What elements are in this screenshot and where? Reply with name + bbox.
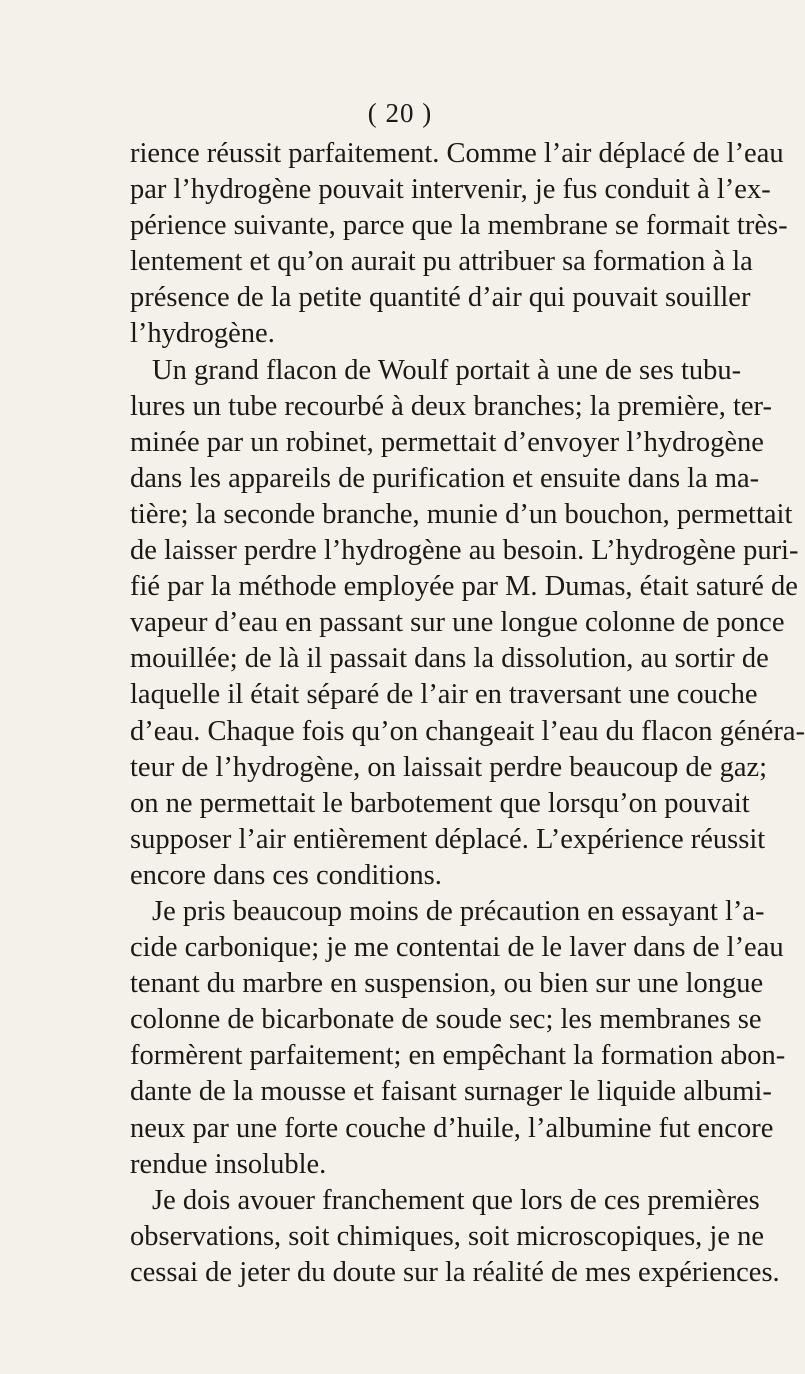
text-line: supposer l’air entièrement déplacé. L’expérience réussit — [130, 823, 766, 855]
text-line: laquelle il était séparé de l’air en traversant une couche — [130, 679, 758, 711]
text-line: par l’hydrogène pouvait intervenir, je fus conduit à l’ex- — [130, 174, 771, 206]
text-line: rience réussit parfaitement. Comme l’air déplacé de l’eau — [130, 138, 784, 169]
text-line: d’eau. Chaque fois qu’on changeait l’eau du flacon généra- — [130, 715, 805, 747]
page-number: ( 20 ) — [367, 98, 433, 128]
text-line: observations, soit chimiques, soit microscopiques, je ne — [130, 1220, 765, 1252]
text-line: cessai de jeter du doute sur la réalité de mes expériences. — [130, 1256, 780, 1288]
text-line: formèrent parfaitement; en empêchant la formation abon- — [130, 1040, 786, 1072]
text-line: Je dois avouer franchement que lors de ces premières — [152, 1184, 760, 1216]
text-line: cide carbonique; je me contentai de le laver dans de l’eau — [130, 932, 784, 964]
text-line: tenant du marbre en suspension, ou bien sur une longue — [130, 968, 764, 1000]
text-line: mouillée; de là il passait dans la dissolution, au sortir de — [130, 643, 769, 675]
text-line: rendue insoluble. — [130, 1148, 327, 1180]
text-line: neux par une forte couche d’huile, l’albumine fut encore — [130, 1112, 774, 1144]
text-line: Je pris beaucoup moins de précaution en essayant l’a- — [152, 895, 765, 927]
text-line: teur de l’hydrogène, on laissait perdre beaucoup de gaz; — [130, 751, 768, 783]
text-line: de laisser perdre l’hydrogène au besoin. L’hydrogène puri- — [130, 535, 799, 567]
text-line: minée par un robinet, permettait d’envoyer l’hydrogène — [130, 426, 764, 458]
text-line: dante de la mousse et faisant surnager le liquide albumi- — [130, 1076, 772, 1108]
text-line: Un grand flacon de Woulf portait à une de ses tubu- — [152, 354, 742, 386]
text-line: présence de la petite quantité d’air qui pouvait souiller — [130, 282, 751, 314]
text-line: on ne permettait le barbotement que lorsqu’on pouvait — [130, 787, 750, 819]
text-line: périence suivante, parce que la membrane se formait très- — [130, 210, 788, 242]
body-text — [130, 136, 805, 1291]
text-line: tière; la seconde branche, munie d’un bouchon, permettait — [130, 498, 793, 530]
text-line: dans les appareils de purification et ensuite dans la ma- — [130, 462, 760, 494]
text-line: l’hydrogène. — [130, 318, 275, 350]
text-line: vapeur d’eau en passant sur une longue colonne de ponce — [130, 607, 785, 639]
text-line: lentement et qu’on aurait pu attribuer sa formation à la — [130, 246, 753, 278]
text-line: encore dans ces conditions. — [130, 859, 442, 891]
text-line: lures un tube recourbé à deux branches; la première, ter- — [130, 390, 772, 422]
text-line: colonne de bicarbonate de soude sec; les membranes se — [130, 1004, 762, 1036]
text-line: fié par la méthode employée par M. Dumas, était saturé de — [130, 571, 798, 603]
